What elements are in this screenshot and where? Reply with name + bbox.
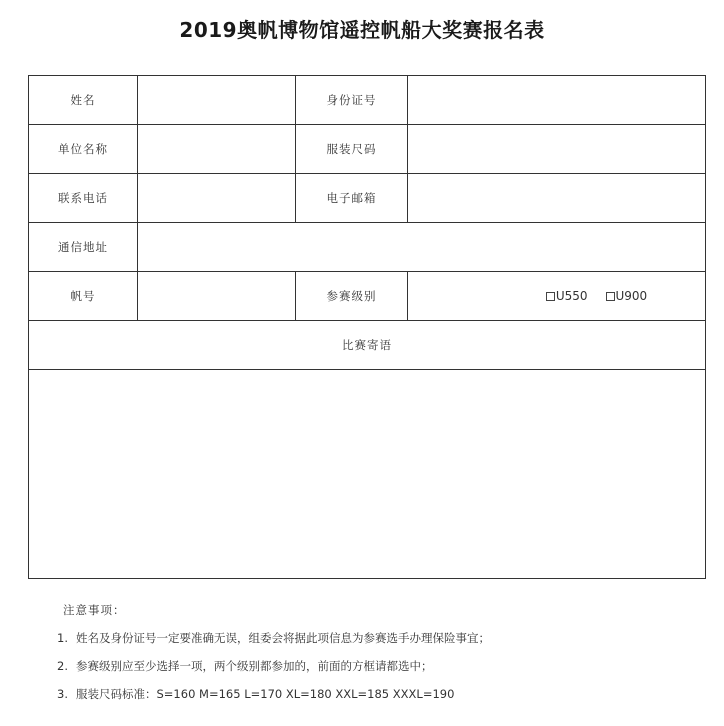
note-text: 服装尺码标准：S=160 M=165 L=170 XL=180 XXL=185 XXXL=190	[76, 687, 455, 701]
row-comments-header	[29, 321, 706, 370]
name-field[interactable]	[138, 76, 296, 125]
id-number-label: 身份证号	[296, 76, 408, 125]
note-number: 2.	[57, 659, 68, 673]
registration-form	[28, 75, 706, 579]
checkbox-icon[interactable]	[546, 292, 555, 301]
address-field[interactable]	[138, 223, 706, 272]
organization-label: 单位名称	[29, 125, 138, 174]
note-text: 姓名及身份证号一定要准确无误，组委会将据此项信息为参赛选手办理保险事宜；	[76, 631, 490, 645]
notes-section	[57, 596, 490, 708]
row-name-id	[29, 76, 706, 125]
sail-number-field[interactable]	[138, 272, 296, 321]
note-text: 参赛级别应至少选择一项，两个级别都参加的，前面的方框请都选中；	[76, 659, 433, 673]
clothing-size-field[interactable]	[408, 125, 706, 174]
comments-label: 比赛寄语	[29, 321, 706, 370]
row-org-size	[29, 125, 706, 174]
level-option-label: U550	[555, 289, 588, 303]
note-item	[57, 624, 490, 652]
level-option-u900[interactable]	[606, 289, 648, 303]
race-level-label: 参赛级别	[296, 272, 408, 321]
row-sail-level	[29, 272, 706, 321]
note-item	[57, 652, 490, 680]
form-title: 2019奥帆博物馆遥控帆船大奖赛报名表	[179, 18, 545, 42]
level-option-label: U900	[615, 289, 648, 303]
comments-field[interactable]	[29, 370, 706, 579]
phone-label: 联系电话	[29, 174, 138, 223]
row-address	[29, 223, 706, 272]
clothing-size-label: 服装尺码	[296, 125, 408, 174]
organization-field[interactable]	[138, 125, 296, 174]
row-comments-body	[29, 370, 706, 579]
race-level-options	[408, 272, 706, 321]
sail-number-label: 帆号	[29, 272, 138, 321]
notes-heading: 注意事项：	[63, 603, 126, 617]
level-option-u550[interactable]	[546, 289, 588, 303]
id-number-field[interactable]	[408, 76, 706, 125]
note-number: 1.	[57, 631, 68, 645]
checkbox-icon[interactable]	[606, 292, 615, 301]
email-field[interactable]	[408, 174, 706, 223]
note-item	[57, 680, 490, 708]
row-phone-email	[29, 174, 706, 223]
address-label: 通信地址	[29, 223, 138, 272]
name-label: 姓名	[29, 76, 138, 125]
email-label: 电子邮箱	[296, 174, 408, 223]
note-number: 3.	[57, 687, 68, 701]
phone-field[interactable]	[138, 174, 296, 223]
